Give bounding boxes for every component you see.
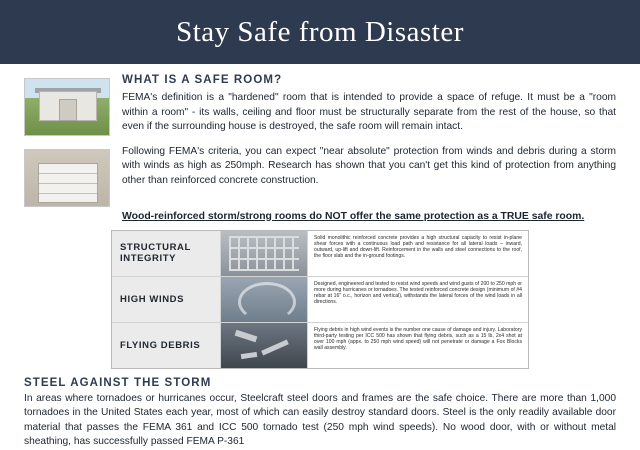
garage-door-shape (38, 163, 98, 203)
infographic-description-cell (308, 323, 528, 368)
garage-door-panel-line (39, 183, 97, 184)
infographic-table (111, 230, 529, 369)
thumbnail-column-2 (24, 145, 110, 207)
debris-shape (241, 351, 258, 358)
flying-debris-image (220, 323, 308, 368)
tornado-swirl-shape (238, 282, 296, 322)
infographic-row-flying-debris (112, 323, 528, 368)
infographic-label-text: FLYING DEBRIS (120, 339, 201, 351)
infographic-label-cell (112, 323, 220, 368)
reinforced-concrete-wall-image (220, 231, 308, 276)
safe-room-paragraph-2: Following FEMA's criteria, you can expect "near absolute" protection from winds and debris during a storm with winds as high as 250mph. Research has shown that you can't get this kind of protection from anything other than reinforced concrete construction. (122, 145, 616, 186)
infographic-label-cell (112, 231, 220, 276)
main-content (0, 64, 640, 369)
infographic-row-high-winds (112, 277, 528, 323)
safe-room-row-1 (24, 74, 616, 145)
debris-shape (235, 329, 258, 342)
garage-door-image (24, 149, 110, 207)
garage-door-panel-line (39, 193, 97, 194)
tornado-high-winds-image (220, 277, 308, 322)
debris-shape (261, 339, 289, 355)
infographic-label-cell (112, 277, 220, 322)
section-heading-steel: STEEL AGAINST THE STORM (24, 376, 212, 389)
white-storm-shelter-building-image (24, 78, 110, 136)
section-heading-safe-room: WHAT IS A SAFE ROOM? (122, 74, 283, 86)
safe-room-text-column (110, 74, 616, 145)
page-title: Stay Safe from Disaster (176, 15, 464, 48)
infographic-description-text: Designed, engineered and tested to resist wind speeds and wind gusts of 200 to 250 mph or more during hurricanes or tornadoes. The tested reinforced concrete design (minimum of #4 rebar at 16" o.c., horizon and vertical), withstands the lateral forces of the wind loads in all directions. (314, 280, 522, 306)
header-banner (0, 0, 640, 64)
infographic-description-cell (308, 231, 528, 276)
rebar-grid-shape (229, 236, 299, 271)
steel-paragraph: In areas where tornadoes or hurricanes occur, Steelcraft steel doors and frames are the safe choice. There are more than 1,000 tornadoes in the United States each year, most of which can easily destroy standard doors. Steel is the only readily available door material that passes the FEMA 361 and ICC 500 tornado test (250 mph wind speeds). No wood door, with or without metal sheathing, has successfully passed FEMA P-361 (24, 392, 616, 447)
infographic-description-text: Solid monolithic reinforced concrete provides a high structural capacity to resist in-plane shear forces with a continuous load path and resistance for all lateral loads – inward, outward, up-lift and down-lift. Reinforcement in the walls and steel connections to the roof, the floor slab and the in-ground footings. (314, 234, 522, 260)
infographic-label-text: STRUCTURAL INTEGRITY (120, 242, 191, 264)
infographic-description-text: Flying debris in high wind events is the number one cause of damage and injury. Laboratory third-party testing per ICC 500 has shown that flying debris, such as a 15 lb, 2x4 shot at over 100 mph (appx. to 250 mph wind speed) will not penetrate or damage a Fox Blocks wall assembly. (314, 326, 522, 352)
infographic-description-cell (308, 277, 528, 322)
safe-room-paragraph-1: FEMA's definition is a "hardened" room that is intended to provide a space of refuge. It must be a "room within a room" - its walls, ceiling and floor must be structurally separate from the rest of the house, so that even if the surrounding house is destroyed, the safe room will remain intact. (122, 92, 616, 132)
safe-room-row-2 (24, 145, 616, 207)
warning-statement: Wood-reinforced storm/strong rooms do NOT offer the same protection as a TRUE safe room. (122, 210, 585, 222)
garage-door-panel-line (39, 173, 97, 174)
steel-section (0, 369, 640, 450)
shed-door-shape (59, 99, 77, 121)
thumbnail-column-1 (24, 74, 110, 136)
safe-room-text-column-2 (110, 145, 616, 195)
infographic-label-text: HIGH WINDS (120, 293, 185, 305)
infographic-row-structural-integrity (112, 231, 528, 277)
